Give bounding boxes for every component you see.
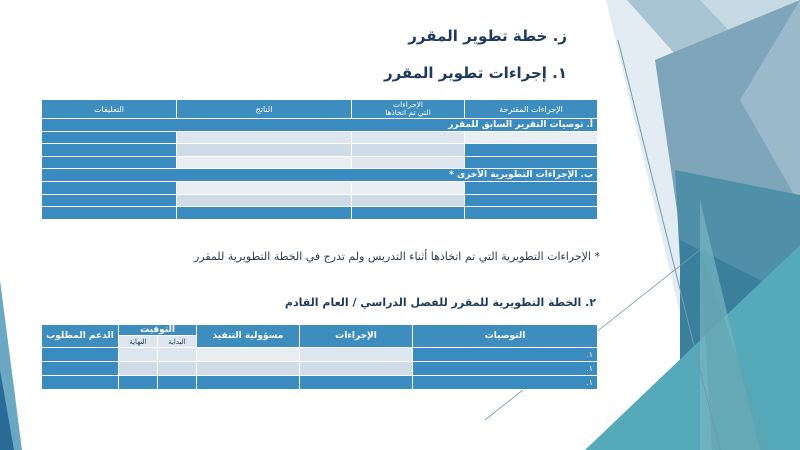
- development-actions-table: [41, 99, 598, 220]
- table-cell[interactable]: [465, 131, 598, 144]
- header-result: الناتج: [177, 100, 352, 119]
- table-cell[interactable]: [42, 362, 119, 376]
- section-b-label: ب. الإجراءات التطويرية الأخرى *: [42, 169, 598, 182]
- table-cell[interactable]: [177, 144, 352, 157]
- header-support-required: الدعم المطلوب: [42, 325, 119, 348]
- table-row: [42, 131, 598, 144]
- header-comments: التعليقات: [42, 100, 177, 119]
- table-cell[interactable]: [177, 207, 352, 220]
- table-cell[interactable]: [177, 194, 352, 207]
- header-end: النهاية: [119, 336, 158, 348]
- section-a-label: أ. توصيات التقرير السابق للمقرر: [42, 119, 598, 132]
- table-cell[interactable]: [352, 156, 465, 169]
- table-row: [42, 144, 598, 157]
- section-1-title: ١. إجراءات تطوير المقرر: [383, 64, 567, 82]
- table-cell[interactable]: [42, 194, 177, 207]
- header-recommendations: التوصيات: [413, 325, 598, 348]
- table-cell[interactable]: [42, 348, 119, 362]
- table-cell[interactable]: [197, 376, 300, 390]
- table-cell[interactable]: [352, 181, 465, 194]
- table-cell[interactable]: [197, 348, 300, 362]
- table-cell[interactable]: [177, 181, 352, 194]
- header-actions-taken-line2: التي تم اتخاذها: [385, 108, 431, 117]
- table-cell[interactable]: [42, 181, 177, 194]
- table-header-row: [42, 325, 598, 336]
- section-z-title: ز. خطة تطوير المقرر: [408, 27, 567, 45]
- header-actions-taken: [352, 100, 465, 119]
- table-cell[interactable]: [158, 362, 197, 376]
- table-row: [42, 181, 598, 194]
- row-number: ١.: [413, 348, 598, 362]
- table-cell[interactable]: [465, 156, 598, 169]
- table-cell[interactable]: [177, 156, 352, 169]
- header-timing: التوقيت: [119, 325, 197, 336]
- table-cell[interactable]: [465, 181, 598, 194]
- row-number: ١.: [413, 376, 598, 390]
- header-proposed-actions: الإجراءات المقترحة: [465, 100, 598, 119]
- row-number: ١.: [413, 362, 598, 376]
- table-cell[interactable]: [300, 362, 413, 376]
- header-procedures: الإجراءات: [300, 325, 413, 348]
- table-cell[interactable]: [42, 131, 177, 144]
- table-cell[interactable]: [42, 207, 177, 220]
- header-responsibility: مسؤولية التنفيذ: [197, 325, 300, 348]
- table-cell[interactable]: [119, 348, 158, 362]
- table-cell[interactable]: [42, 376, 119, 390]
- header-start: البداية: [158, 336, 197, 348]
- table-cell[interactable]: [197, 362, 300, 376]
- table-cell[interactable]: [177, 131, 352, 144]
- table-row: [42, 348, 598, 362]
- table-cell[interactable]: [465, 194, 598, 207]
- table-cell[interactable]: [42, 144, 177, 157]
- table-cell[interactable]: [352, 144, 465, 157]
- development-plan-table: [41, 324, 598, 390]
- table-row: [42, 194, 598, 207]
- table-cell[interactable]: [158, 348, 197, 362]
- table-header-row: [42, 100, 598, 119]
- table-cell[interactable]: [300, 348, 413, 362]
- table-row: [42, 362, 598, 376]
- table-cell[interactable]: [42, 156, 177, 169]
- table-cell[interactable]: [158, 376, 197, 390]
- section-2-title: ٢. الخطة التطويرية للمقرر للفصل الدراسي / العام القادم: [284, 296, 596, 309]
- table-cell[interactable]: [300, 376, 413, 390]
- table-row: [42, 156, 598, 169]
- table-cell[interactable]: [465, 207, 598, 220]
- section-a-row: [42, 119, 598, 132]
- header-actions-taken-line1: الإجراءات: [393, 100, 423, 109]
- table-row: [42, 376, 598, 390]
- table-cell[interactable]: [119, 376, 158, 390]
- table-cell[interactable]: [119, 362, 158, 376]
- table-cell[interactable]: [352, 194, 465, 207]
- table-cell[interactable]: [352, 131, 465, 144]
- table-cell[interactable]: [352, 207, 465, 220]
- section-b-row: [42, 169, 598, 182]
- table-row: [42, 207, 598, 220]
- footnote: * الإجراءات التطويرية التي تم اتخاذها أثناء التدريس ولم تدرج في الخطة التطويرية للمقرر: [194, 250, 600, 263]
- table-cell[interactable]: [465, 144, 598, 157]
